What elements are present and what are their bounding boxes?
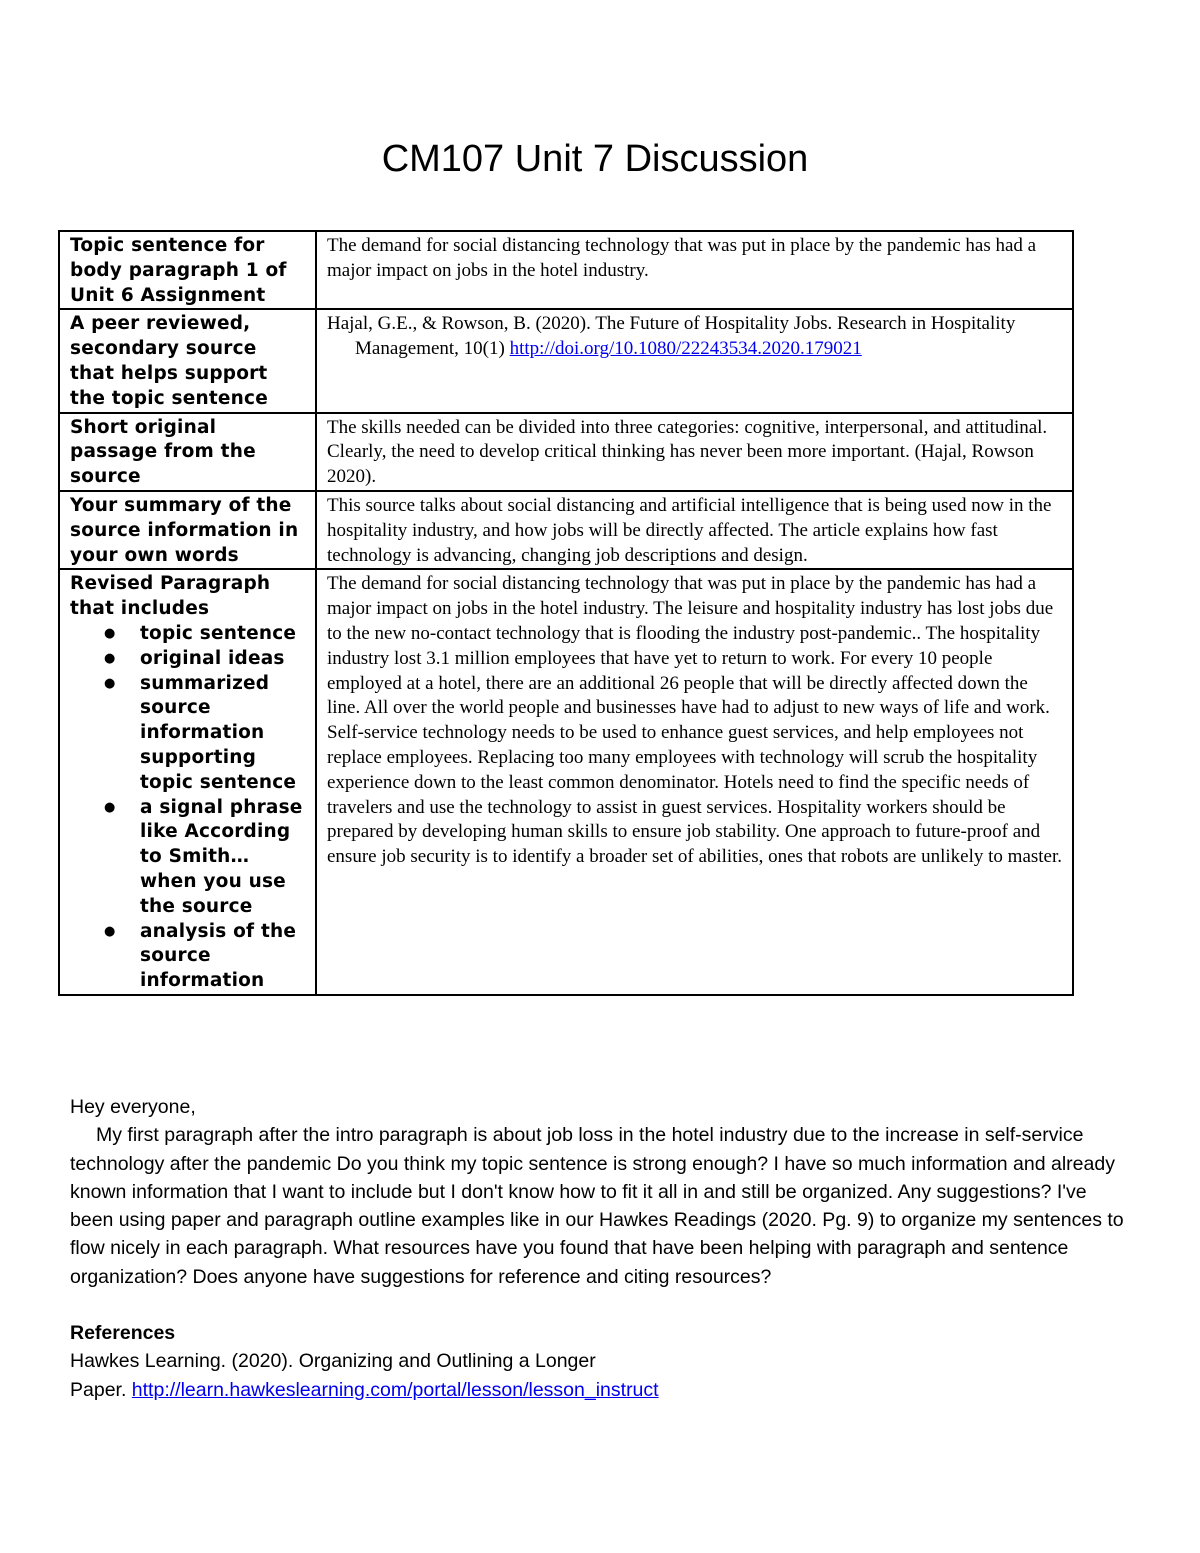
row-label-peer-source: A peer reviewed, secondary source that helps support the topic sentence xyxy=(59,309,316,412)
table-row xyxy=(59,309,1073,412)
reference-line-2 xyxy=(70,1376,1130,1404)
list-item: ● topic sentence xyxy=(140,622,305,647)
list-item: ● analysis of the source information xyxy=(140,920,305,994)
original-passage-text: The skills needed can be divided into three categories: cognitive, interpersonal, and attitudinal. Clearly, the need to develop critical thinking has never been more important. (Hajal, Rowson 2020). xyxy=(316,413,1073,491)
table-row xyxy=(59,231,1073,309)
row-label-topic-sentence: Topic sentence for body paragraph 1 of Unit 6 Assignment xyxy=(59,231,316,309)
row-label-revised-paragraph xyxy=(59,569,316,995)
discussion-post xyxy=(70,1093,1130,1404)
list-item: ● summarized source information supporting topic sentence xyxy=(140,672,305,796)
references-heading: References xyxy=(70,1322,176,1345)
outline-table xyxy=(58,230,1074,996)
requirements-list xyxy=(70,622,305,994)
table-row xyxy=(59,413,1073,491)
row-label-original-passage: Short original passage from the source xyxy=(59,413,316,491)
post-greeting: Hey everyone, xyxy=(70,1096,196,1118)
summary-text: This source talks about social distancing and artificial intelligence that is being used now in the hospitality industry, and how jobs will be directly affected. The article explains how fast technology is advancing, changing job descriptions and design. xyxy=(316,491,1073,569)
reference-prefix: Paper. xyxy=(70,1378,132,1401)
source-citation xyxy=(327,312,1062,362)
list-item: ● a signal phrase like According to Smith… when you use the source xyxy=(140,796,305,920)
table-row xyxy=(59,491,1073,569)
topic-sentence-text: The demand for social distancing technology that was put in place by the pandemic has had a major impact on jobs in the hotel industry. xyxy=(316,231,1073,309)
revised-paragraph-text: The demand for social distancing technology that was put in place by the pandemic has had a major impact on jobs in the hotel industry. The leisure and hospitality industry has lost jobs due to the new no-contact technology that is flooding the industry post-pandemic.. The hospitality industry lost 3.1 million employees that have yet to return to work. For every 10 people employed at a hotel, there are an additional 26 people that will be directly affected down the line. All over the world people and businesses have had to adjust to new ways of life and work. Self-service technology needs to be used to enhance guest services, and help employees not replace employees. Replacing too many employees with technology will scrub the hospitality experience down to the least common denominator. Hotels need to find the specific needs of travelers and use the technology to assist in guest services. Hospitality workers should be prepared by developing human skills to ensure job stability. One approach to future-proof and ensure job security is to identify a broader set of abilities, ones that robots are unlikely to master. xyxy=(316,569,1073,995)
citation-text: Hajal, G.E., & Rowson, B. (2020). The Future of Hospitality Jobs. Research in Hospitality Management, 10(1) xyxy=(327,313,1016,360)
revised-paragraph-heading: Revised Paragraph that includes xyxy=(70,573,271,620)
doi-link[interactable]: http://doi.org/10.1080/22243534.2020.179021 xyxy=(509,338,862,360)
page-title: CM107 Unit 7 Discussion xyxy=(381,138,809,180)
table-row xyxy=(59,569,1073,995)
reference-link[interactable]: http://learn.hawkeslearning.com/portal/lesson/lesson_instruct xyxy=(131,1378,659,1401)
list-item: ● original ideas xyxy=(140,647,305,672)
reference-line-1: Hawkes Learning. (2020). Organizing and Outlining a Longer xyxy=(70,1350,596,1373)
row-label-summary: Your summary of the source information in your own words xyxy=(59,491,316,569)
source-citation-cell xyxy=(316,309,1073,412)
post-body: My first paragraph after the intro paragraph is about job loss in the hotel industry due to the increase in self-service technology after the pandemic Do you think my topic sentence is strong enough? I have so much information and already known information that I want to include but I don't know how to fit it all in and still be organized. Any suggestions? I've been using paper and paragraph outline examples like in our Hawkes Readings (2020. Pg. 9) to organize my sentences to flow nicely in each paragraph. What resources have you found that have been helping with paragraph and sentence organization? Does anyone have suggestions for reference and citing resources? xyxy=(70,1124,1124,1288)
